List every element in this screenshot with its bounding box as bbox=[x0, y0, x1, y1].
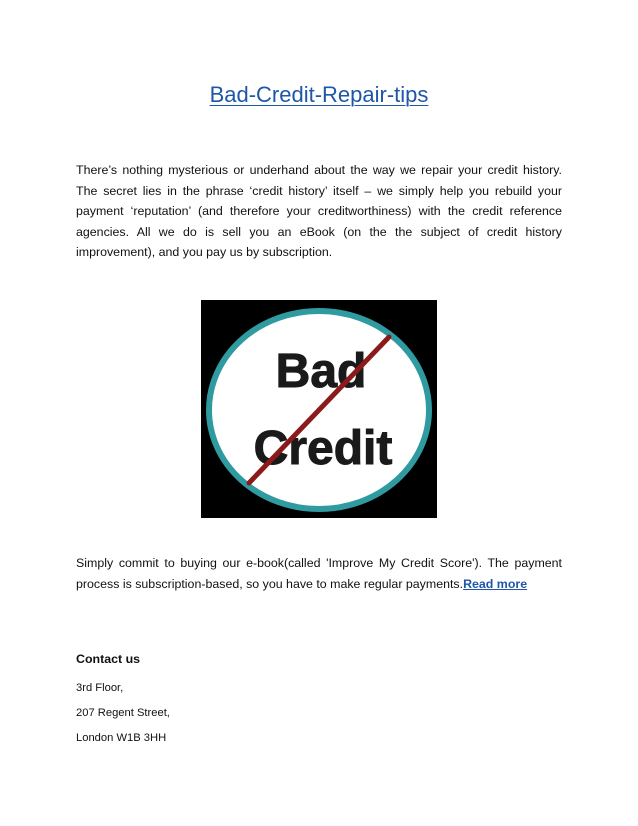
intro-paragraph: There’s nothing mysterious or underhand about the way we repair your credit history. The secret lies in the phrase ‘credit history’ itself – we simply help you rebuild your payment ‘reputation’ (and therefore your creditworthiness) with the credit reference agencies. All we do is sell you an eBook (on the the subject of credit history improvement), and you pay us by subscription. bbox=[76, 163, 562, 259]
address-line-floor: 3rd Floor, bbox=[76, 682, 124, 694]
image-word-bad: Bad bbox=[275, 345, 367, 398]
offer-paragraph bbox=[76, 553, 562, 594]
bad-credit-image bbox=[201, 300, 437, 518]
image-word-credit: Credit bbox=[253, 422, 393, 475]
address-line-city: London W1B 3HH bbox=[76, 732, 167, 744]
contact-heading: Contact us bbox=[76, 652, 141, 666]
bad-credit-graphic bbox=[201, 300, 437, 518]
page-title bbox=[0, 80, 638, 110]
address-line-street: 207 Regent Street, bbox=[76, 707, 170, 719]
offer-text: Simply commit to buying our e-book(called 'Improve My Credit Score'). The payment process is subscription-based, so you have to make regular payments. bbox=[76, 556, 562, 591]
title-link[interactable]: Bad-Credit-Repair-tips bbox=[209, 82, 429, 107]
read-more-link[interactable]: Read more bbox=[463, 576, 528, 591]
